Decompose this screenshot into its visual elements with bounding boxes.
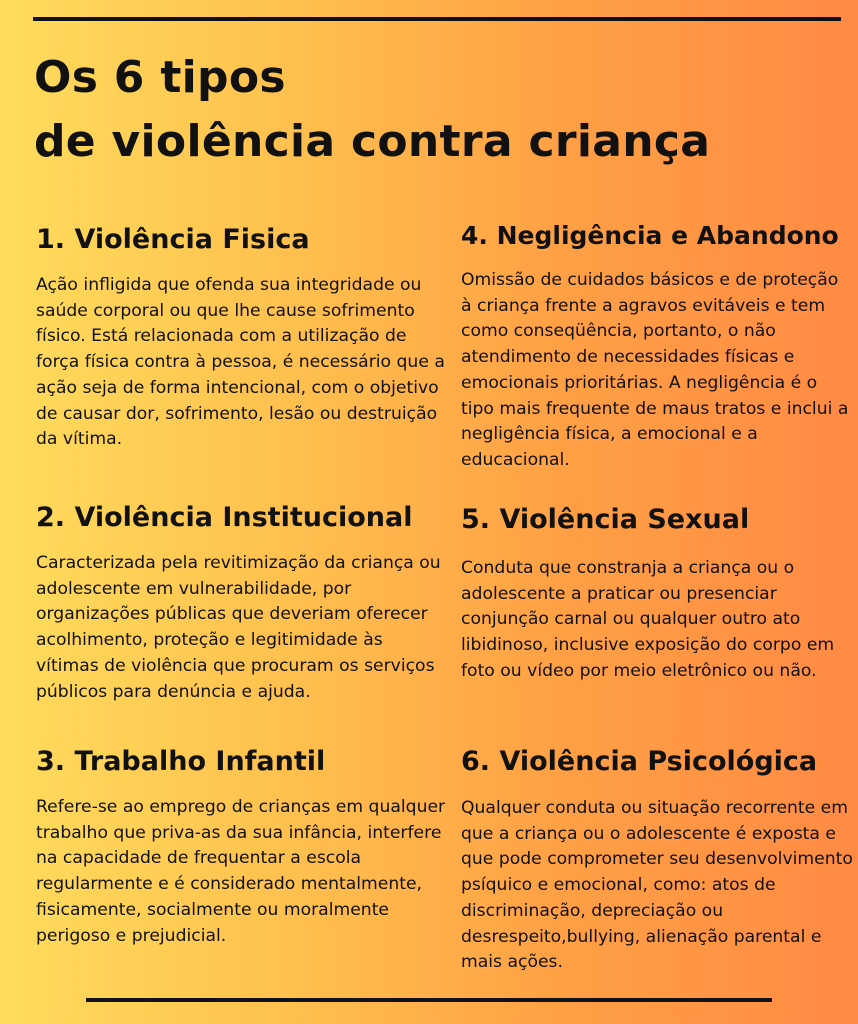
section-heading: 6. Violência Psicológica bbox=[461, 746, 818, 777]
bottom-divider bbox=[86, 998, 772, 1002]
section-body: Conduta que constranja a criança ou o adolescente a praticar ou presenciar conjunção carnal ou qualquer outro ato libidinoso, inclusive exposição do corpo em foto ou vídeo por meio eletrônico ou não. bbox=[461, 558, 835, 681]
section-body: Refere-se ao emprego de crianças em qualquer trabalho que priva-as da sua infância, interfere na capacidade de frequentar a escola regularmente e é considerado mentalmente, fisicamente, socialmente ou moralmente perigoso e prejudicial. bbox=[36, 797, 446, 946]
section-violencia-fisica bbox=[36, 222, 446, 453]
section-body: Caracterizada pela revitimização da criança ou adolescente em vulnerabilidade, por organizações públicas que deveriam oferecer acolhimento, proteção e legitimidade às vítimas de violência que procuram os serviços públicos para denúncia e ajuda. bbox=[36, 553, 441, 702]
section-body: Ação infligida que ofenda sua integridade ou saúde corporal ou que lhe cause sofrimento físico. Está relacionada com a utilização de força física contra à pessoa, é necessário que a ação seja de forma intencional, com o objetivo de causar dor, sofrimento, lesão ou destruição da vítima. bbox=[36, 275, 445, 450]
page-title bbox=[34, 46, 710, 174]
section-trabalho-infantil bbox=[36, 744, 446, 949]
section-violencia-institucional bbox=[36, 500, 446, 705]
section-heading: 4. Negligência e Abandono bbox=[461, 221, 839, 250]
section-heading: 3. Trabalho Infantil bbox=[36, 746, 326, 777]
section-negligencia-abandono bbox=[461, 218, 853, 474]
section-body: Omissão de cuidados básicos e de proteção à criança frente a agravos evitáveis e tem como conseqüência, portanto, o não atendimento de necessidades físicas e emocionais prioritárias. A negligência é o tipo mais frequente de maus tratos e inclui a negligência física, a emocional e a educacional. bbox=[461, 270, 849, 470]
section-heading: 1. Violência Fisica bbox=[36, 224, 310, 255]
title-line-2: de violência contra criança bbox=[34, 116, 711, 167]
top-divider bbox=[33, 17, 841, 21]
section-heading: 5. Violência Sexual bbox=[461, 504, 750, 535]
title-line-1: Os 6 tipos bbox=[34, 52, 286, 103]
section-body: Qualquer conduta ou situação recorrente em que a criança ou o adolescente é exposta e que pode comprometer seu desenvolvimento psíquico e emocional, como: atos de discriminação, depreciação ou desrespeito,bullying, alienação parental e mais ações. bbox=[461, 798, 853, 973]
section-violencia-psicologica bbox=[461, 744, 856, 976]
section-violencia-sexual bbox=[461, 502, 853, 685]
section-heading: 2. Violência Institucional bbox=[36, 502, 413, 533]
